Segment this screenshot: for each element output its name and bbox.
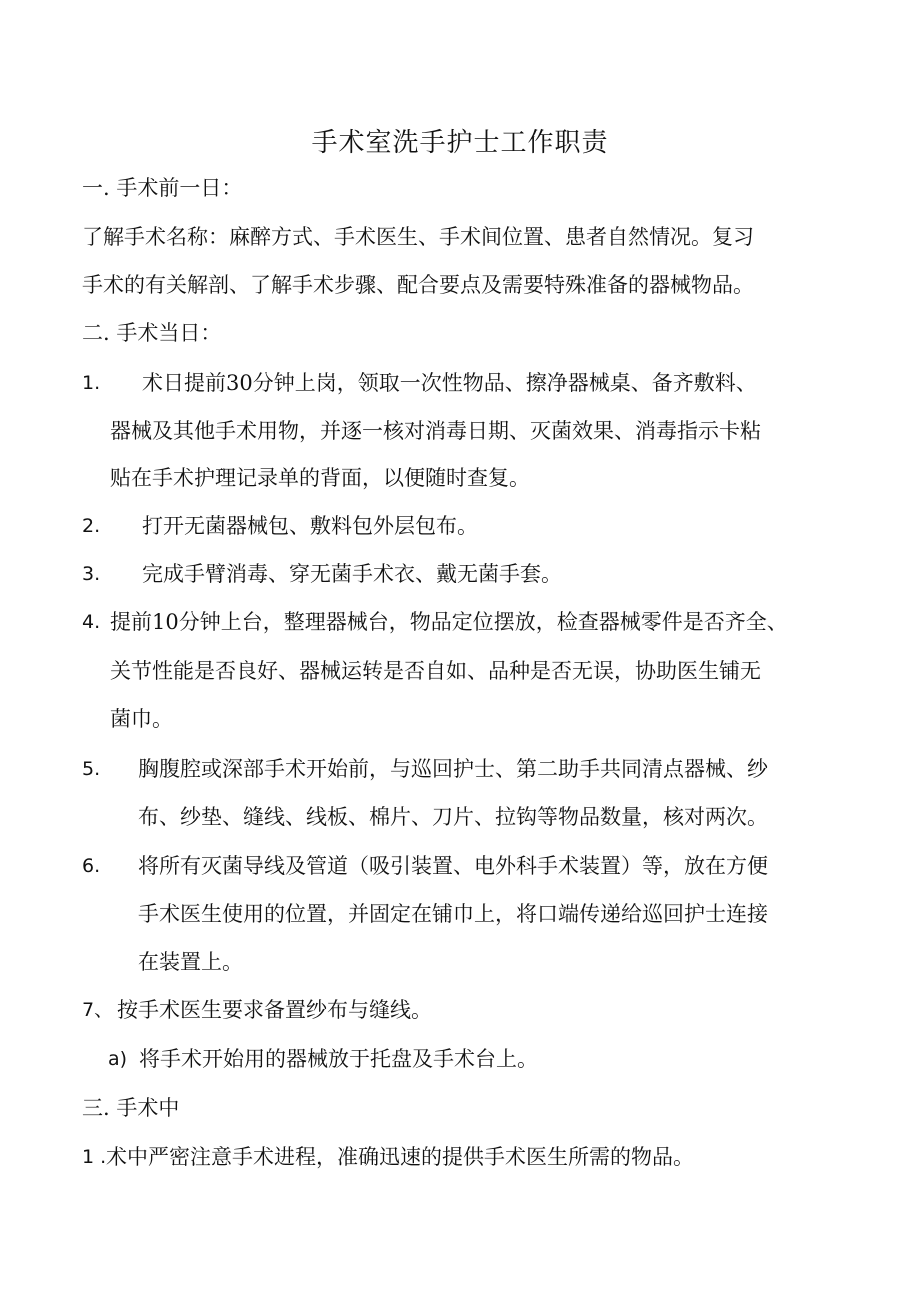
list-item-line: 将所有灭菌导线及管道（吸引装置、电外科手术装置）等，放在方便 [138, 854, 768, 878]
list-item-number: 1 . [82, 1146, 107, 1168]
paragraph-line: 手术的有关解剖、了解手术步骤、配合要点及需要特殊准备的器械物品。 [82, 273, 754, 297]
list-item-line: 在装置上。 [138, 950, 243, 974]
list-item-line: 术日提前30分钟上岗，领取一次性物品、擦净器械桌、备齐敷料、 [142, 371, 757, 395]
list-item-line: 布、纱垫、缝线、线板、棉片、刀片、拉钩等物品数量，核对两次。 [138, 805, 768, 829]
list-item-line: 关节性能是否良好、器械运转是否自如、品种是否无误，协助医生铺无 [110, 659, 761, 683]
list-item-number: 7、 [82, 999, 114, 1021]
list-item-number: 4. [82, 611, 101, 633]
list-item-line: 菌巾。 [110, 707, 173, 731]
list-item-line: 完成手臂消毒、穿无菌手术衣、戴无菌手套。 [142, 562, 562, 586]
list-item-number: 6. [82, 855, 101, 877]
paragraph-line: 了解手术名称：麻醉方式、手术医生、手术间位置、患者自然情况。复习 [82, 225, 754, 249]
section-heading-3: 三. 手术中 [82, 1096, 180, 1120]
section-heading-2: 二. 手术当日： [82, 321, 222, 345]
list-item-line: 手术医生使用的位置，并固定在铺巾上，将口端传递给巡回护士连接 [138, 902, 768, 926]
list-item-line: 胸腹腔或深部手术开始前，与巡回护士、第二助手共同清点器械、纱 [138, 757, 768, 781]
list-item-line: 器械及其他手术用物，并逐一核对消毒日期、灭菌效果、消毒指示卡粘 [110, 419, 761, 443]
section-heading-1: 一. 手术前一日： [82, 176, 243, 200]
list-item-number: 1. [82, 372, 101, 394]
list-item-line: 打开无菌器械包、敷料包外层包布。 [142, 514, 478, 538]
sub-item-line: 将手术开始用的器械放于托盘及手术台上。 [139, 1047, 538, 1071]
sub-item-number: a) [108, 1048, 128, 1070]
list-item-line: 按手术医生要求备置纱布与缝线。 [117, 998, 432, 1022]
list-item-line: 术中严密注意手术进程，准确迅速的提供手术医生所需的物品。 [106, 1145, 694, 1169]
document-title: 手术室洗手护士工作职责 [311, 128, 609, 158]
list-item-number: 2. [82, 515, 101, 537]
list-item-number: 5. [82, 758, 101, 780]
list-item-line: 提前10分钟上台，整理器械台，物品定位摆放，检查器械零件是否齐全、 [110, 610, 788, 634]
list-item-number: 3. [82, 563, 101, 585]
list-item-line: 贴在手术护理记录单的背面，以便随时查复。 [110, 466, 530, 490]
